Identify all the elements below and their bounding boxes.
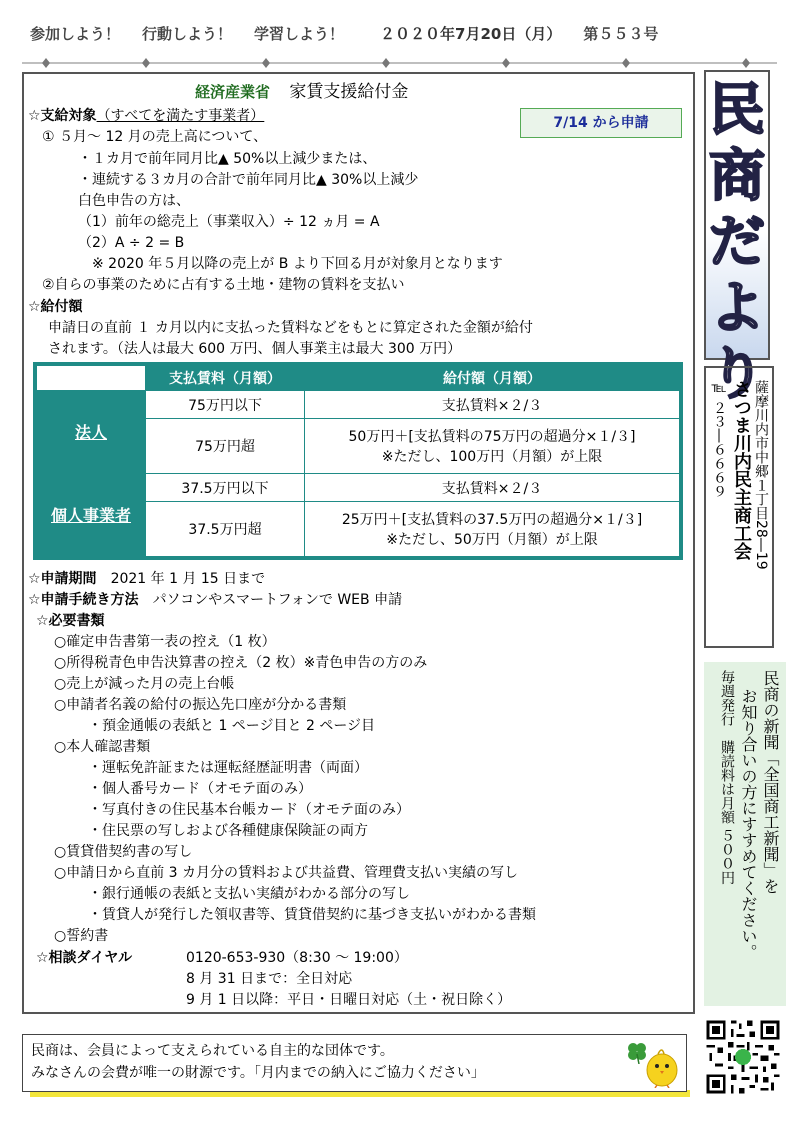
org-address: 薩摩川内市中郷１丁目28―19 [753,380,769,570]
doc-item: ○確定申告書第一表の控え（1 枚） [54,634,276,650]
footer-line-2: みなさんの会費が唯一の財源です。「月内までの納入にご協力ください」 [31,1065,485,1081]
rent-range-cell: 75万円以下 [146,391,305,419]
benefit-cell: 50万円＋[支払賃料の75万円の超過分×１/３] ※ただし、100万円（月額）が上限 [305,419,680,474]
category-corporation: 法人 [37,391,146,474]
amount-desc-2: されます。（法人は最大 600 万円、個人事業主は最大 300 万円） [48,341,462,357]
promo-line-1: 民商の新聞「全国商工新聞」を [761,670,780,894]
application-start-badge: 7/14 から申請 [520,108,682,138]
doc-item: ○賃貸借契約書の写し [54,844,193,860]
table-header-row [37,366,680,391]
category-sole-proprietor: 個人事業者 [37,473,146,556]
newspaper-promo [704,662,786,1006]
chick-mascot-icon [642,1044,682,1088]
consult-dial-label: ☆相談ダイヤル [36,950,133,966]
benefit-table [33,362,683,560]
slogan-2: 行動しよう！ [142,24,233,43]
slogan-3: 学習しよう！ [254,24,345,43]
table-row [37,391,680,419]
table-corner [37,366,146,391]
doc-item: ○申請者名義の給付の振込先口座が分かる書類 [54,697,347,713]
col-header-benefit: 給付額（月額） [305,366,680,391]
issue-date: ２０２０年7月20日（月） [380,24,562,43]
consult-hours-2: 9 月 1 日以降：平日・日曜日対応（土・祝日除く） [186,992,512,1008]
doc-item: ○誓約書 [54,928,109,944]
promo-line-2: お知り合いの方にすすめてください。 [739,688,758,960]
benefit-cell: 支払賃料×２/３ [305,391,680,419]
amount-heading: ☆給付額 [28,299,83,315]
doc-item: ○本人確認書類 [54,739,151,755]
promo-line-3: 毎週発行 購読料は月額 ５００円 [719,670,735,885]
program-name: 家賃支援給付金 [289,82,409,102]
benefit-cell: 支払賃料×２/３ [305,473,680,501]
doc-item: ○売上が減った月の売上台帳 [54,676,235,692]
ministry-name: 経済産業省 [195,83,271,101]
footer-line-1: 民商は、会員によって支えられている自主的な団体です。 [31,1043,394,1059]
table-row [37,473,680,501]
doc-subitem: ・賃貸人が発行した領収書等、賃貸借契約に基づき支払いがわかる書類 [88,907,536,923]
decorative-divider [22,52,777,74]
amount-desc-1: 申請日の直前 １ カ月以内に支払った賃料などをもとに算定された金額が給付 [48,320,533,336]
application-method: ☆申請手続き方法 パソコンやスマートフォンで WEB 申請 [28,592,403,608]
eligibility-item-1b: ・連続する３カ月の合計で前年同月比▲ 30%以上減少 [78,172,419,188]
issue-number: 第５５３号 [583,24,659,43]
target-month-note: ※ 2020 年５月以降の売上が B より下回る月が対象月となります [92,256,503,272]
white-declaration-label: 白色申告の方は、 [78,193,190,209]
org-name: さつま川内民主商工会 [731,380,752,560]
doc-subitem: ・預金通帳の表紙と 1 ページ目と 2 ページ目 [88,718,376,734]
eligibility-heading: ☆支給対象（すべてを満たす事業者） [28,108,265,124]
org-phone: ℡ ２３―６６６９ [711,380,727,499]
rent-range-cell: 37.5万円以下 [146,473,305,501]
organization-address-box [704,366,774,648]
rent-range-cell: 75万円超 [146,419,305,474]
minsho-dayori-logo: 民 商 だ よ り [704,70,770,360]
doc-item: ○申請日から直前 3 カ月分の賃料および共益費、管理費支払い実績の写し [54,865,519,881]
rent-range-cell: 37.5万円超 [146,502,305,557]
newsletter-header [30,18,770,48]
consult-phone: 0120-653-930（8:30 ～ 19:00） [186,950,408,966]
calc-step-1: （1）前年の総売上（事業収入）÷ 12 ヵ月 = A [78,214,380,230]
slogan-1: 参加しよう！ [30,24,121,43]
eligibility-item-1a: ・１カ月で前年同月比▲ 50%以上減少または、 [78,151,377,167]
benefit-cell: 25万円＋[支払賃料の37.5万円の超過分×１/３] ※ただし、50万円（月額）が上限 [305,502,680,557]
doc-subitem: ・住民票の写しおよび各種健康保険証の両方 [88,823,368,839]
calc-step-2: （2）A ÷ 2 = B [78,235,185,251]
eligibility-item-2: ②自らの事業のために占有する土地・建物の賃料を支払い [42,277,405,293]
doc-subitem: ・写真付きの住民基本台帳カード（オモテ面のみ） [88,802,410,818]
application-period: ☆申請期間 2021 年 1 月 15 日まで [28,571,266,587]
doc-subitem: ・運転免許証または運転経歴証明書（両面） [88,760,368,776]
article-title [195,82,408,102]
doc-subitem: ・個人番号カード（オモテ面のみ） [88,781,312,797]
doc-item: ○所得税青色申告決算書の控え（2 枚）※青色申告の方のみ [54,655,428,671]
col-header-rent: 支払賃料（月額） [146,366,305,391]
required-docs-heading: ☆必要書類 [36,613,105,629]
doc-subitem: ・銀行通帳の表紙と支払い実績がわかる部分の写し [88,886,410,902]
footer-message-box [22,1034,687,1092]
qr-code-icon[interactable] [704,1018,782,1096]
consult-hours-1: 8 月 31 日まで：全日対応 [186,971,353,987]
eligibility-item-1: ① ５月～ 12 月の売上高について、 [42,129,268,145]
